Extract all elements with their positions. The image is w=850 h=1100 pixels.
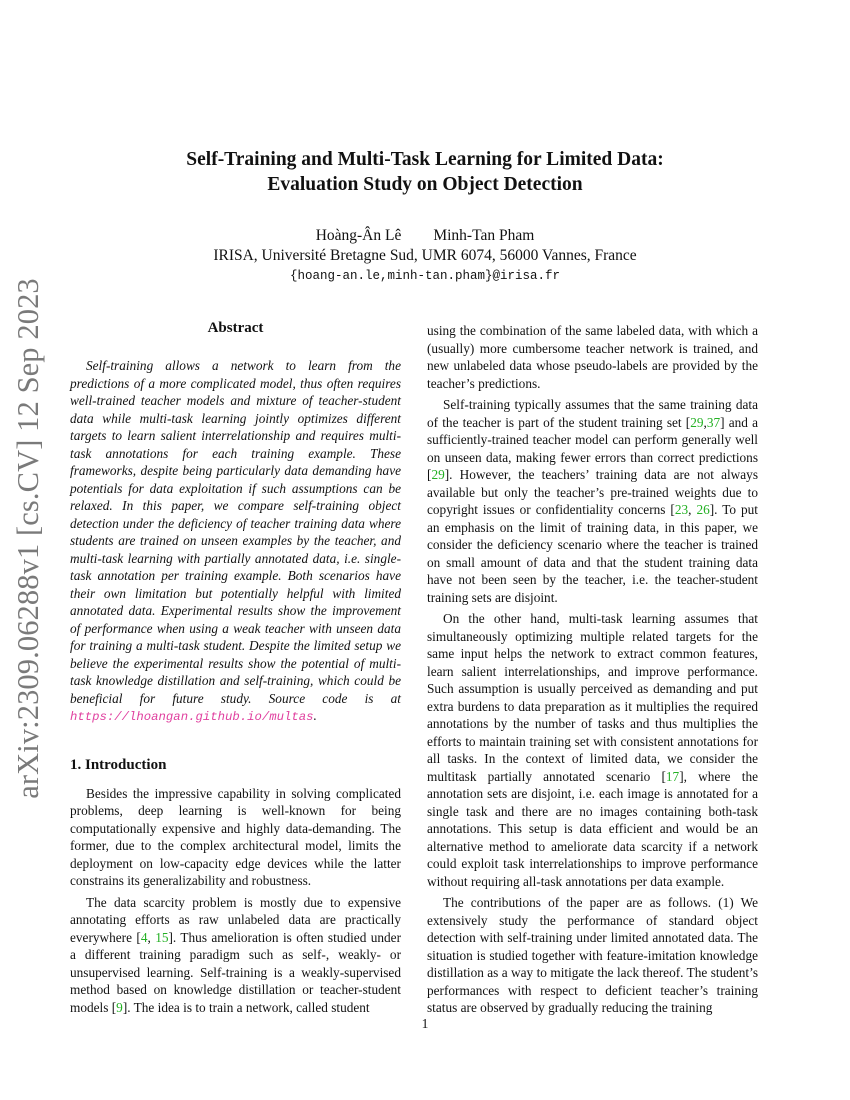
author-block [0, 226, 850, 286]
arxiv-identifier: arXiv:2309.06288v1 [cs.CV] 12 Sep 2023 [10, 277, 45, 799]
right-p1-text-c: ]. However, the teachers’ training data are not always available but only the teacher’s pre-trained weights due to copyright issues or confidentiality concerns [ [427, 467, 758, 517]
right-column [427, 322, 758, 1017]
citation-link[interactable]: 15 [155, 929, 169, 945]
citation-link[interactable]: 29 [690, 414, 704, 430]
abstract-body: Self-training allows a network to learn from the predictions of a more complicated model, thus often requires well-trained teacher models and mixture of teacher-student data while multi-task learning jointly optimizes different targets to learn salient interrelationship and requires multi-task annotations for each training example. These frameworks, despite being particularly data demanding have potentials for data exploitation if such assumptions can be relaxed. In this paper, we compare self-training object detection under the deficiency of teacher training data where students are trained on unseen examples by the teacher, and multi-task learning with partially annotated data, i.e. single-task annotation per training example. Both scenarios have their own limitation but potentially helpful with limited annotated data. Experimental results show the improvement of performance when using a weak teacher with unseen data for training a multi-task student. Despite the limited setup we believe the experimental results show the potential of multi-task knowledge distillation and self-training, which could be beneficial for future study. Source code is at [70, 358, 401, 706]
citation-link[interactable]: 29 [431, 467, 445, 482]
right-paragraph-3: The contributions of the paper are as follows. (1) We extensively study the performance of standard object detection with self-training under limited annotated data. The situation is studied together with feature-imitation knowledge distillation as a way to mitigate the lack thereof. The student’s performances with respect to deficient teacher’s training status are observed by gradually reducing the training [427, 895, 758, 1015]
right-p1-text-b: ] and a sufficiently-trained teacher model can perform generally well on unseen data, making fewer errors than correct predictions [ [427, 414, 758, 482]
affiliation: IRISA, Université Bretagne Sud, UMR 6074, 56000 Vannes, France [213, 247, 637, 264]
right-p1-text-a: Self-training typically assumes that the same training data of the teacher is part of the student training set [ [427, 397, 758, 430]
right-paragraph-2 [427, 610, 758, 890]
page-number: 1 [421, 1016, 429, 1031]
citation-link[interactable]: 37 [706, 414, 721, 430]
author-names [0, 226, 850, 246]
title-line-1: Self-Training and Multi-Task Learning for Limited Data: [186, 149, 664, 170]
author-2: Minh-Tan Pham [433, 227, 535, 244]
right-p2-text-b: ], where the annotation sets are disjoint, i.e. each image is annotated for a single task and there are no images containing both-task annotations. This setup is data efficient and would be an alternative method to ameliorate data scarcity if a network could exploit task interrelationships to improve performance without requiring all-task annotations per data example. [427, 768, 758, 889]
citation-link[interactable]: 4 [140, 929, 148, 945]
citation-link[interactable]: 17 [665, 768, 680, 784]
intro-p2-text-b: ]. Thus amelioration is often studied under a different training paradigm such as self-, weakly- or unsupervised learning. Self-training is a weakly-supervised method based on knowledge distillation or teacher-student models [ [70, 929, 401, 1015]
author-email: {hoang-an.le,minh-tan.pham}@irisa.fr [289, 269, 561, 283]
left-column [70, 318, 401, 1016]
citation-link[interactable]: 9 [116, 999, 123, 1015]
intro-paragraph-2: The data scarcity problem is mostly due to expensive annotating efforts as raw unlabeled data are practically everywhere [4, 15]. Thus amelioration is often studied under a different training paradigm such as self-, weakly- or unsupervised learning. Self-training is a weakly-supervised method based on knowledge distillation or teacher-student models [9]. The idea is to train a network, called student [70, 894, 401, 1015]
citation-link[interactable]: 23 [674, 502, 689, 517]
citation-link[interactable]: 26 [696, 502, 710, 517]
abstract-text: Self-training allows a network to learn from the predictions of a more complicated model, thus often requires well-trained teacher models and mixture of teacher-student data while multi-task learning jointly optimizes different targets to learn salient interrelationship and requires multi-task annotations for each training example. These frameworks, despite being particularly data demanding have potentials for data exploitation if such assumptions can be relaxed. In this paper, we compare self-training object detection under the deficiency of teacher training data where students are trained on unseen examples by the teacher, and multi-task learning with partially annotated data, i.e. single-task annotation per training example. Both scenarios have their own limitation but potentially helpful with limited annotated data. Experimental results show the improvement of performance when using a weak teacher with unseen data for training a multi-task student. Despite the limited setup we believe the experimental results show the potential of multi-task knowledge distillation and self-training, which could be beneficial for future study. Source code is at https://lhoangan.github.io/multas. [70, 358, 401, 724]
source-code-link[interactable]: https://lhoangan.github.io/multas [70, 710, 314, 724]
abstract-heading: Abstract [207, 320, 264, 336]
introduction-heading: 1. Introduction [70, 756, 167, 773]
author-1: Hoàng-Ân Lê [315, 227, 402, 244]
intro-paragraph-1: Besides the impressive capability in solving complicated problems, deep learning is well-known for being computationally expensive and highly data-demanding. The former, due to the complex architectural model, limits the deployment on low-capacity edge devices while the latter constrains its generalizability and robustness. [70, 785, 401, 888]
right-paragraph-0: using the combination of the same labeled data, with which a (usually) more cumbersome teacher network is trained, and new unlabeled data whose pseudo-labels are provided by the teacher’s predictions. [427, 323, 758, 391]
title-line-2: Evaluation Study on Object Detection [267, 174, 583, 195]
intro-p2-text-c: ]. The idea is to train a network, called student [122, 999, 370, 1015]
intro-p2-text-a: The data scarcity problem is mostly due to expensive annotating efforts as raw unlabeled data are practically everywhere [ [70, 894, 401, 945]
right-p1-text-d: ]. To put an emphasis on the limit of training data, in this paper, we consider the deficiency scenario where the teacher is trained on small amount of data and that the student training data have not been seen by the teacher, i.e. the teacher-student training sets are disjoint. [427, 502, 759, 605]
arxiv-sidebar [2, 277, 54, 799]
right-paragraph-1: Self-training typically assumes that the same training data of the teacher is part of the student training set [29,37] and a sufficiently-trained teacher model can perform generally well on unseen data, making fewer errors than correct predictions [29]. However, the teachers’ training data are not always available but only the teacher’s pre-trained weights due to copyright issues or confidentiality concerns [23, 26]. To put an emphasis on the limit of training data, in this paper, we consider the deficiency scenario where the teacher is trained on small amount of data and that the student training data have not been seen by the teacher, i.e. the teacher-student training sets are disjoint. [427, 397, 759, 605]
right-p2-text-a: On the other hand, multi-task learning assumes that simultaneously optimizing multiple related targets for the same input helps the network to extract common features, learn salient interrelationships, and improve performance. Such assumption is usually perceived as demanding and put extra burdens to data preparation as it multiplies the required annotations by the number of tasks and thus multiplies the efforts to maintain training set with consistent annotations for all tasks. In the context of limited data, we consider the multitask partially annotated scenario [ [427, 611, 758, 784]
paper-title [0, 147, 850, 197]
